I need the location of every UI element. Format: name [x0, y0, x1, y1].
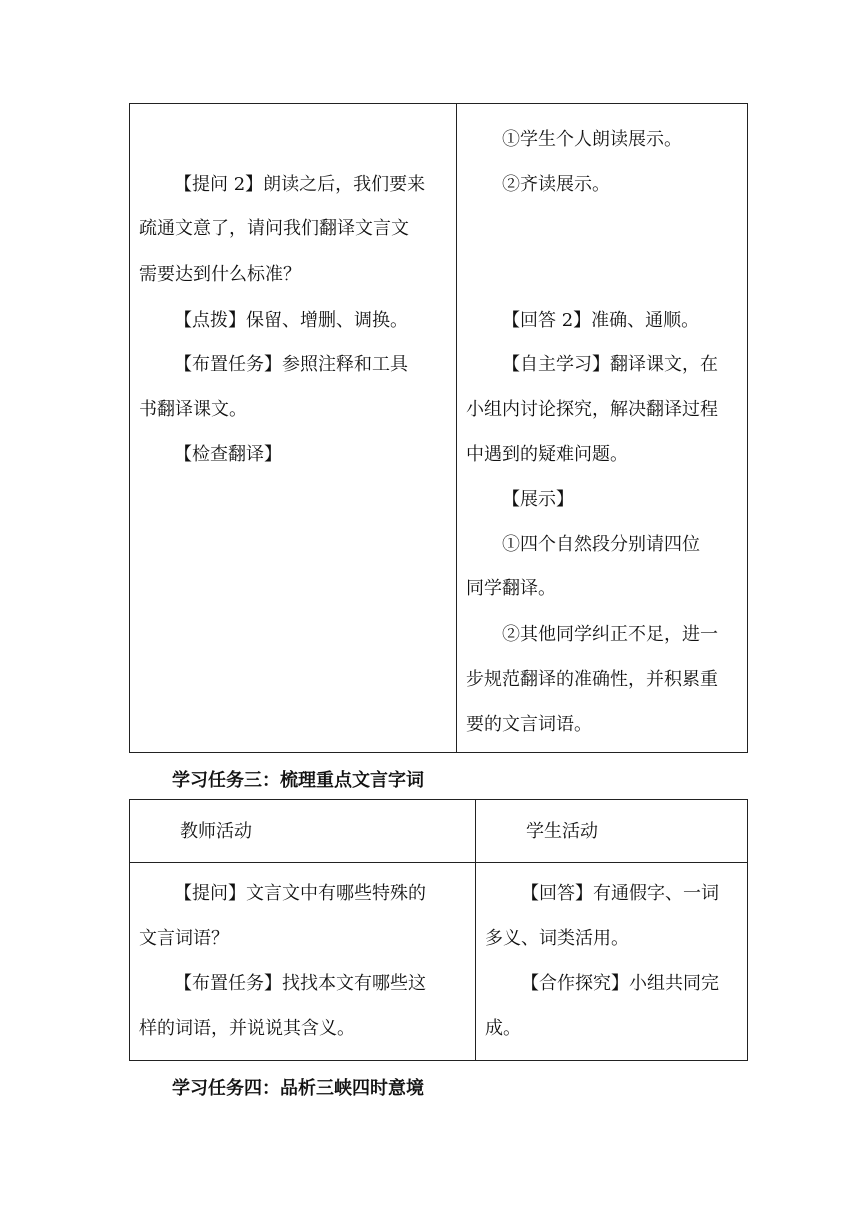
teacher-line: 需要达到什么标准？ [139, 264, 301, 285]
teacher-line: 疏通文意了，请问我们翻译文言文 [139, 218, 409, 239]
activity-table-1 [129, 103, 748, 753]
section-heading-task4: 学习任务四：品析三峡四时意境 [172, 1078, 424, 1099]
teacher-line: 【布置任务】参照注释和工具 [174, 354, 408, 375]
student-line: 【合作探究】小组共同完 [521, 973, 719, 994]
student-line: 【回答】有通假字、一词 [521, 883, 719, 904]
student-line: ①学生个人朗读展示。 [502, 129, 682, 150]
section-heading-task3: 学习任务三：梳理重点文言字词 [172, 770, 424, 791]
teacher-line: 样的词语，并说说其含义。 [139, 1018, 355, 1039]
teacher-line: 【检查翻译】 [174, 444, 282, 465]
teacher-line: 【提问 2】朗读之后，我们要来 [174, 174, 426, 195]
student-line: 同学翻译。 [466, 578, 556, 599]
header-divider [130, 862, 747, 863]
student-line: ②其他同学纠正不足，进一 [502, 624, 718, 645]
teacher-line: 【布置任务】找找本文有哪些这 [174, 973, 426, 994]
column-divider [475, 800, 476, 1060]
student-line: 【回答 2】准确、通顺。 [502, 310, 700, 331]
student-activity-header: 学生活动 [526, 821, 598, 842]
student-line: 步规范翻译的准确性，并积累重 [466, 669, 718, 690]
student-line: ②齐读展示。 [502, 174, 610, 195]
column-divider [456, 104, 457, 752]
teacher-line: 书翻译课文。 [139, 399, 247, 420]
student-line: 成。 [485, 1018, 521, 1039]
student-line: 小组内讨论探究，解决翻译过程 [466, 399, 718, 420]
student-line: 【展示】 [502, 489, 574, 510]
student-line: 中遇到的疑难问题。 [466, 444, 628, 465]
student-line: 【自主学习】翻译课文，在 [502, 354, 718, 375]
student-line: 多义、词类活用。 [485, 928, 629, 949]
student-line: ①四个自然段分别请四位 [502, 534, 700, 555]
teacher-line: 【点拨】保留、增删、调换。 [174, 310, 408, 331]
teacher-line: 文言词语？ [139, 928, 229, 949]
teacher-line: 【提问】文言文中有哪些特殊的 [174, 883, 426, 904]
student-line: 要的文言词语。 [466, 714, 592, 735]
teacher-activity-header: 教师活动 [180, 821, 252, 842]
activity-table-2 [129, 799, 748, 1061]
